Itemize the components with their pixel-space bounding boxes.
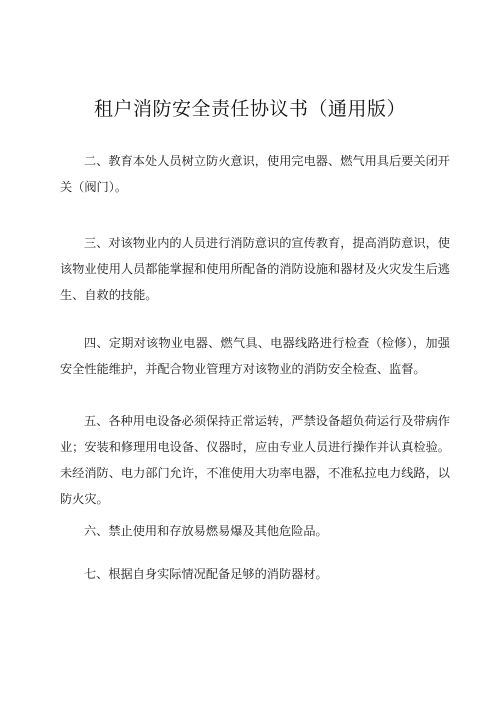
clause-paragraph-3: 三、对该物业内的人员进行消防意识的宣传教育，提高消防意识，使该物业使用人员都能掌握和使用所配备的消防设施和器材及火灾发生后逃生、自救的技能。 (60, 236, 450, 302)
document-title: 租户消防安全责任协议书（通用版） (93, 98, 406, 120)
clause-paragraph-6: 六、禁止使用和存放易燃易爆及其他危险品。 (84, 524, 328, 538)
clause-paragraph-2: 二、教育本处人员树立防火意识，使用完电器、燃气用具后要关闭开关（阀门）。 (60, 154, 450, 194)
clause-paragraph-5: 五、各种用电设备必须保持正常运转，严禁设备超负荷运行及带病作业；安装和修理用电设备、仪器时，应由专业人员进行操作并认真检验。未经消防、电力部门允许，不准使用大功率电器，不准私拉电力线路，以防火灾。 (60, 414, 450, 506)
clause-paragraph-4: 四、定期对该物业电器、燃气具、电器线路进行检查（检修），加强安全性能维护，并配合物业管理方对该物业的消防安全检查、监督。 (60, 336, 450, 376)
clause-paragraph-7: 七、根据自身实际情况配备足够的消防器材。 (84, 567, 328, 581)
